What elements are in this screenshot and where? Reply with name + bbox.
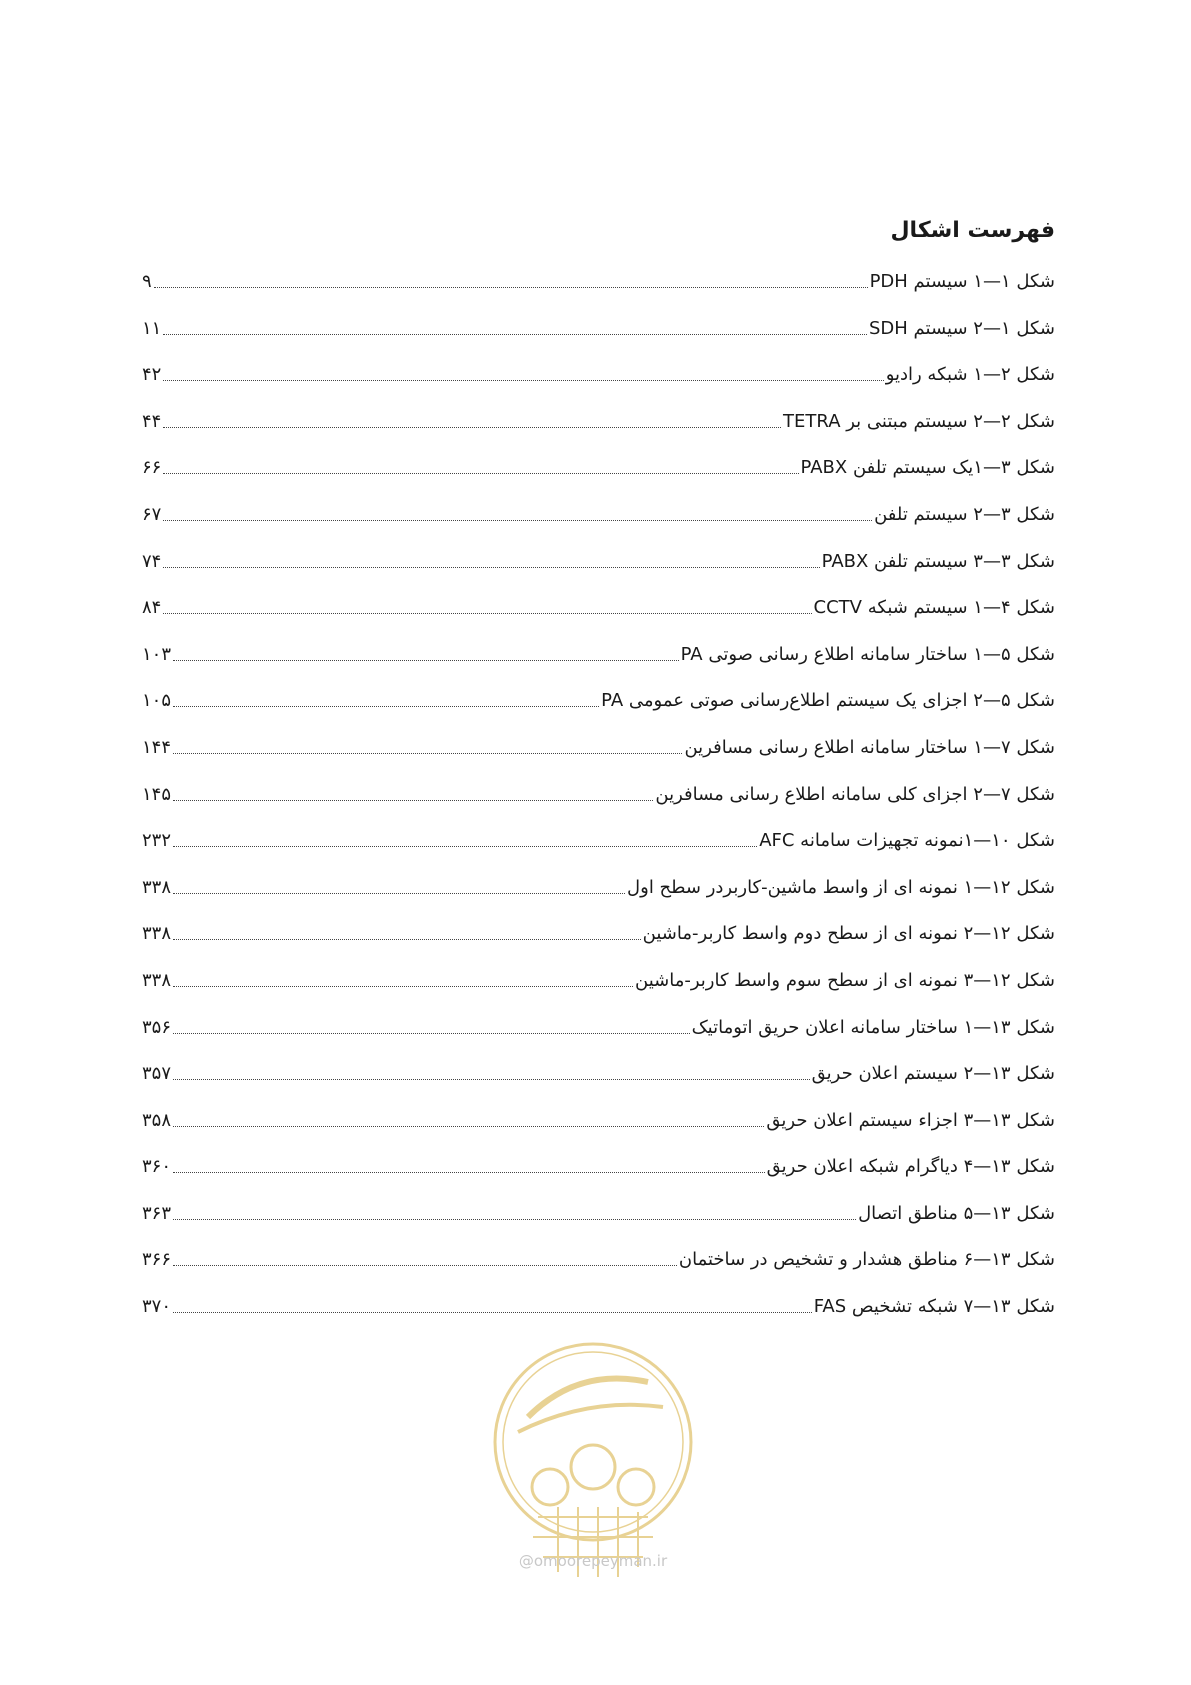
toc-entry[interactable] <box>142 1202 1055 1249</box>
dot-leader <box>163 317 867 335</box>
toc-entry-label: شکل ۱—۱ سیستم PDH <box>869 271 1055 292</box>
toc-entry[interactable] <box>142 550 1055 597</box>
toc-entry-page-number: ۳۳۸ <box>142 969 172 991</box>
dot-leader <box>173 1016 690 1034</box>
dot-leader <box>163 503 872 521</box>
toc-entry[interactable] <box>142 829 1055 876</box>
page-title: فهرست اشکال <box>890 218 1055 243</box>
toc-entry-page-number: ۸۴ <box>142 597 162 619</box>
toc-entry[interactable] <box>142 1109 1055 1156</box>
toc-entry-label: شکل ۱۲—۱ نمونه ای از واسط ماشین-کاربردر سطح اول <box>627 876 1055 898</box>
toc-entry[interactable] <box>142 1155 1055 1202</box>
dot-leader <box>173 1248 677 1266</box>
toc-entry[interactable] <box>142 1248 1055 1295</box>
dot-leader <box>173 969 633 987</box>
toc-entry[interactable] <box>142 363 1055 410</box>
toc-entry-label: شکل ۲—۲ سیستم مبتنی بر TETRA <box>783 410 1055 432</box>
dot-leader <box>173 1155 765 1173</box>
dot-leader <box>173 643 679 661</box>
toc-entry-label: شکل ۱۰—۱نمونه تجهیزات سامانه AFC <box>759 830 1055 852</box>
toc-entry-label: شکل ۳—۳ سیستم تلفن PABX <box>821 550 1055 572</box>
dot-leader <box>173 922 641 940</box>
toc-entry[interactable] <box>142 969 1055 1016</box>
toc-entry[interactable] <box>142 456 1055 503</box>
toc-entry-page-number: ۱۱ <box>142 317 162 339</box>
toc-entry[interactable] <box>142 643 1055 690</box>
dot-leader <box>173 1202 856 1220</box>
toc-entry[interactable] <box>142 270 1055 317</box>
dot-leader <box>163 596 811 614</box>
dot-leader <box>154 270 868 288</box>
dot-leader <box>173 1062 810 1080</box>
toc-entry[interactable] <box>142 1016 1055 1063</box>
watermark-url: @omoorepeyman.ir <box>518 1552 668 1570</box>
toc-entry-page-number: ۳۵۷ <box>142 1063 172 1085</box>
toc-entry[interactable] <box>142 783 1055 830</box>
toc-entry[interactable] <box>142 1062 1055 1109</box>
toc-entry[interactable] <box>142 689 1055 736</box>
toc-entry-page-number: ۳۵۶ <box>142 1016 172 1038</box>
toc-entry[interactable] <box>142 317 1055 364</box>
dot-leader <box>163 410 781 428</box>
toc-entry-label: شکل ۱۳—۴ دیاگرام شبکه اعلان حریق <box>766 1156 1055 1178</box>
toc-entry-label: شکل ۲—۱ شبکه رادیو <box>885 364 1055 386</box>
toc-entry-label: شکل ۵—۱ ساختار سامانه اطلاع رسانی صوتی PA <box>680 643 1055 665</box>
toc-entry-page-number: ۶۷ <box>142 503 162 525</box>
toc-entry-label: شکل ۵—۲ اجزای یک سیستم اطلاع‌رسانی صوتی عمومی PA <box>601 690 1055 712</box>
toc-entry-page-number: ۲۳۲ <box>142 830 172 852</box>
dot-leader <box>173 1109 764 1127</box>
toc-entry-label: شکل ۱۳—۶ مناطق هشدار و تشخیص در ساختمان <box>678 1249 1055 1271</box>
toc-entry-label: شکل ۱۳—۳ اجزاء سیستم اعلان حریق <box>766 1109 1055 1131</box>
toc-entry[interactable] <box>142 410 1055 457</box>
toc-entry-page-number: ۳۶۰ <box>142 1156 172 1178</box>
toc-entry-label: شکل ۱—۲ سیستم SDH <box>869 317 1055 339</box>
toc-entry-label: شکل ۱۳—۵ مناطق اتصال <box>858 1202 1055 1224</box>
toc-entry[interactable] <box>142 1295 1055 1342</box>
toc-entry-page-number: ۳۶۳ <box>142 1202 172 1224</box>
toc-entry-label: شکل ۱۳—۷ شبکه تشخیص FAS <box>813 1296 1055 1318</box>
toc-entry-label: شکل ۱۲—۲ نمونه ای از سطح دوم واسط کاربر-ماشین <box>642 923 1055 945</box>
dot-leader <box>163 550 819 568</box>
toc-entry-page-number: ۱۴۴ <box>142 736 172 758</box>
dot-leader <box>173 783 653 801</box>
dot-leader <box>173 876 625 894</box>
toc-entry-page-number: ۳۷۰ <box>142 1296 172 1318</box>
toc-entry-page-number: ۴۲ <box>142 364 162 386</box>
toc-entry-label: شکل ۷—۲ اجزای کلی سامانه اطلاع رسانی مسافرین <box>655 783 1055 805</box>
figure-list <box>142 270 1055 1342</box>
toc-entry[interactable] <box>142 596 1055 643</box>
toc-entry-label: شکل ۷—۱ ساختار سامانه اطلاع رسانی مسافرین <box>684 736 1055 758</box>
dot-leader <box>173 736 682 754</box>
toc-entry-page-number: ۴۴ <box>142 410 162 432</box>
dot-leader <box>163 456 798 474</box>
dot-leader <box>173 829 757 847</box>
toc-entry-page-number: ۳۵۸ <box>142 1109 172 1131</box>
dot-leader <box>173 1295 812 1313</box>
toc-entry-page-number: ۶۶ <box>142 457 162 479</box>
toc-entry[interactable] <box>142 922 1055 969</box>
toc-entry-label: شکل ۱۳—۲ سیستم اعلان حریق <box>811 1063 1055 1085</box>
toc-entry-label: شکل ۱۳—۱ ساختار سامانه اعلان حریق اتوماتیک <box>691 1016 1055 1038</box>
toc-entry-label: شکل ۳—۱یک سیستم تلفن PABX <box>800 457 1055 479</box>
toc-entry[interactable] <box>142 876 1055 923</box>
toc-entry-label: شکل ۱۲—۳ نمونه ای از سطح سوم واسط کاربر-ماشین <box>635 969 1055 991</box>
toc-entry[interactable] <box>142 503 1055 550</box>
toc-entry-label: شکل ۴—۱ سیستم شبکه CCTV <box>813 597 1055 619</box>
toc-entry-page-number: ۱۰۳ <box>142 643 172 665</box>
toc-entry[interactable] <box>142 736 1055 783</box>
toc-entry-page-number: ۳۳۸ <box>142 923 172 945</box>
toc-entry-page-number: ۱۰۵ <box>142 690 172 712</box>
dot-leader <box>163 363 883 381</box>
toc-entry-page-number: ۹ <box>142 271 152 292</box>
dot-leader <box>173 689 599 707</box>
toc-entry-page-number: ۷۴ <box>142 550 162 572</box>
toc-entry-page-number: ۱۴۵ <box>142 783 172 805</box>
toc-entry-page-number: ۳۳۸ <box>142 876 172 898</box>
toc-entry-page-number: ۳۶۶ <box>142 1249 172 1271</box>
toc-entry-label: شکل ۳—۲ سیستم تلفن <box>874 503 1055 525</box>
